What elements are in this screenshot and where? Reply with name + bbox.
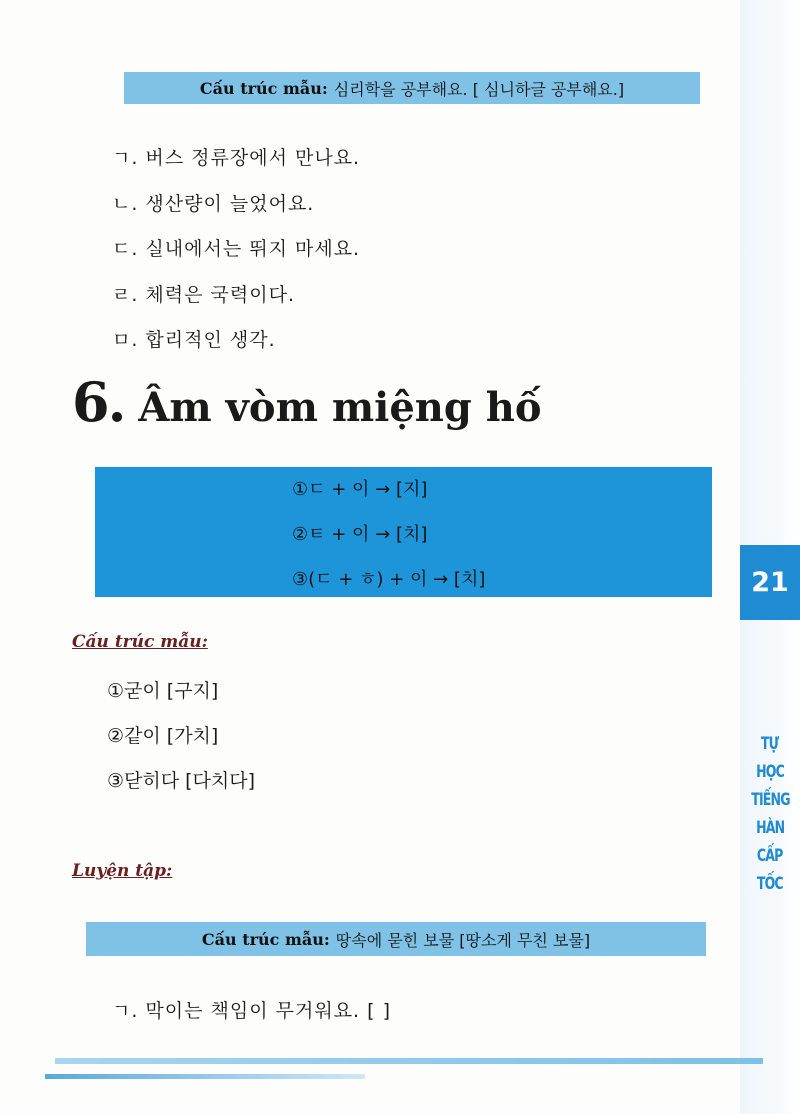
section-title: Âm vòm miệng hố: [138, 384, 542, 431]
section-heading: [72, 370, 542, 434]
pattern-banner-top: [124, 72, 700, 104]
exercise-item: ㄴ. 생산량이 늘었어요.: [112, 193, 315, 215]
page-number-tab: [740, 545, 800, 620]
book-title-line: HÀN: [755, 818, 785, 838]
pattern-banner-bottom: [86, 922, 706, 956]
book-title-line: HỌC: [756, 762, 784, 782]
book-title-line: TỰ: [761, 734, 779, 754]
banner-label: Cấu trúc mẫu:: [201, 929, 330, 949]
exercise-item: ㄷ. 실내에서는 뛰지 마세요.: [112, 238, 361, 260]
book-title-line: TIẾNG: [750, 790, 790, 810]
exercise-item: ㄱ. 버스 정류장에서 만나요.: [112, 147, 361, 169]
pattern-heading: Cấu trúc mẫu:: [72, 632, 208, 652]
footer-rule: [55, 1058, 763, 1064]
book-title-line: CẤP: [757, 846, 783, 866]
example-item: ③닫히다 [다치다]: [107, 770, 256, 792]
banner-label: Cấu trúc mẫu:: [199, 78, 328, 98]
page-number: 21: [751, 567, 789, 598]
rule-item: ③(ㄷ + ㅎ) + 이 → [치]: [292, 569, 486, 590]
exercise-item: ㄱ. 막이는 책임이 무거워요. [ ]: [112, 1000, 391, 1022]
section-number: 6.: [72, 370, 125, 434]
banner-text: 심리학을 공부해요. [ 심니하글 공부해요.]: [333, 79, 625, 99]
example-item: ①굳이 [구지]: [107, 680, 219, 702]
example-item: ②같이 [가치]: [107, 725, 219, 747]
rule-item: ①ㄷ + 이 → [지]: [292, 479, 428, 500]
rule-item: ②ㅌ + 이 → [치]: [292, 524, 428, 545]
banner-text: 땅속에 묻힌 보물 [땅소게 무친 보물]: [335, 930, 591, 950]
book-title-vertical: [740, 730, 800, 898]
book-title-line: TỐC: [757, 874, 783, 894]
exercise-item: ㄹ. 체력은 국력이다.: [112, 284, 295, 306]
exercise-item: ㅁ. 합리적인 생각.: [112, 329, 276, 351]
practice-heading: Luyện tập:: [72, 861, 173, 881]
footer-rule: [45, 1074, 365, 1079]
